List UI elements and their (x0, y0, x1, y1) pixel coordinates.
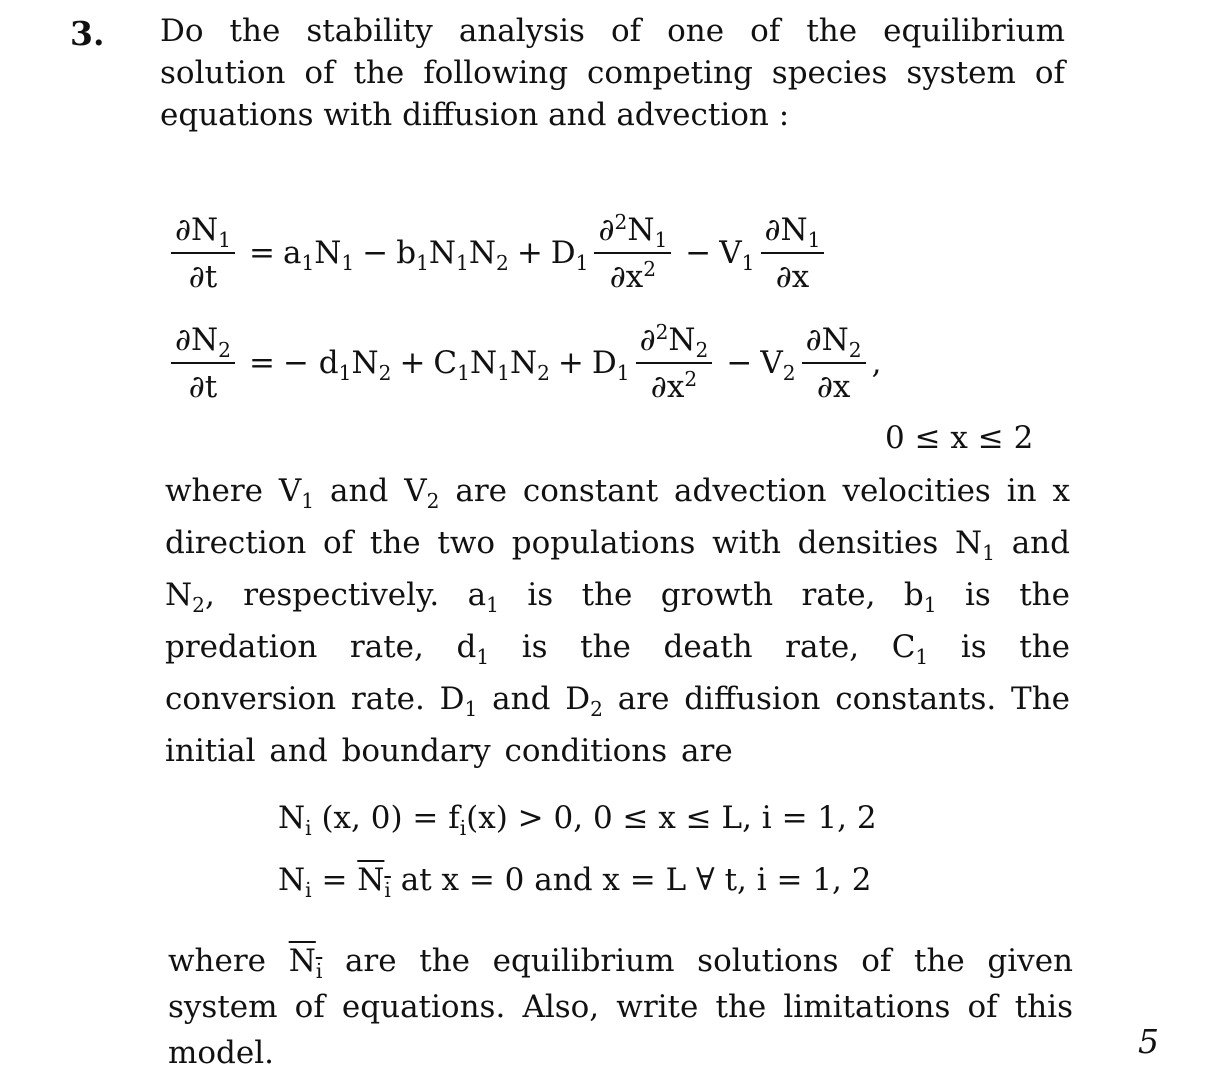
question-number: 3. (70, 14, 105, 53)
final-paragraph: where $N_i$ are the equilibrium solutions of the given system of equations. Also, write the limitations of this model. (168, 943, 1074, 1071)
question-intro: Do the stability analysis of one of the equilibrium solution of the following competing species system of equations with diffusion and advection : (160, 13, 1065, 133)
equation-1: $\frac{\partial N_1}{\partial t}$ = $a_1N_1$ − $b_1N_1N_2$ + $D_1$ $\frac{\partial^2N_1}{\partial x^2}$ − $V_1$ $\frac{\partial N_1}{\partial x}$ (165, 212, 830, 294)
eq2-diffusion-fraction: $\frac{\partial^2N_2}{\partial x^2}$ (636, 322, 713, 404)
eq2-advection-fraction: $\frac{\partial N_2}{\partial x}$ (802, 322, 866, 404)
eq1-diffusion-fraction: $\frac{\partial^2N_1}{\partial x^2}$ (594, 212, 671, 294)
initial-condition: $N_i$ (x, $0) = f_i(x) > 0$, 0 ≤ x ≤ L, i = 1, 2 (278, 800, 877, 841)
eq1-advection-fraction: $\frac{\partial N_1}{\partial x}$ (761, 212, 825, 294)
question-marks: 5 (1138, 1022, 1159, 1061)
equation-2: $\frac{\partial N_2}{\partial t}$ = − $d_1N_2$ + $C_1N_1N_2$ + $D_1$ $\frac{\partial^2N_2}{\partial x^2}$ − $V_2$ $\frac{\partial N_2}{\partial x}$ , (165, 322, 881, 404)
domain-range: 0 ≤ x ≤ 2 (885, 420, 1034, 456)
where-paragraph: where $V_1$ and $V_2$ are constant advection velocities in x direction of the two populations with densities $N_1$ and $N_2$, respectively. $a_1$ is the growth rate, $b_1$ is the predation rate, $d_1$ is the death rate, $C_1$ is the conversion rate. $D_1$ and $D_2$ are diffusion constants. The initial and boundary conditions are (165, 473, 1071, 769)
eq2-lhs-fraction: $\frac{\partial N_2}{\partial t}$ (171, 322, 235, 404)
eq1-lhs-fraction: $\frac{\partial N_1}{\partial t}$ (171, 212, 235, 294)
boundary-condition: $N_i = N_i$ at x = 0 and x = L ∀ t, i = 1, 2 (278, 862, 872, 903)
